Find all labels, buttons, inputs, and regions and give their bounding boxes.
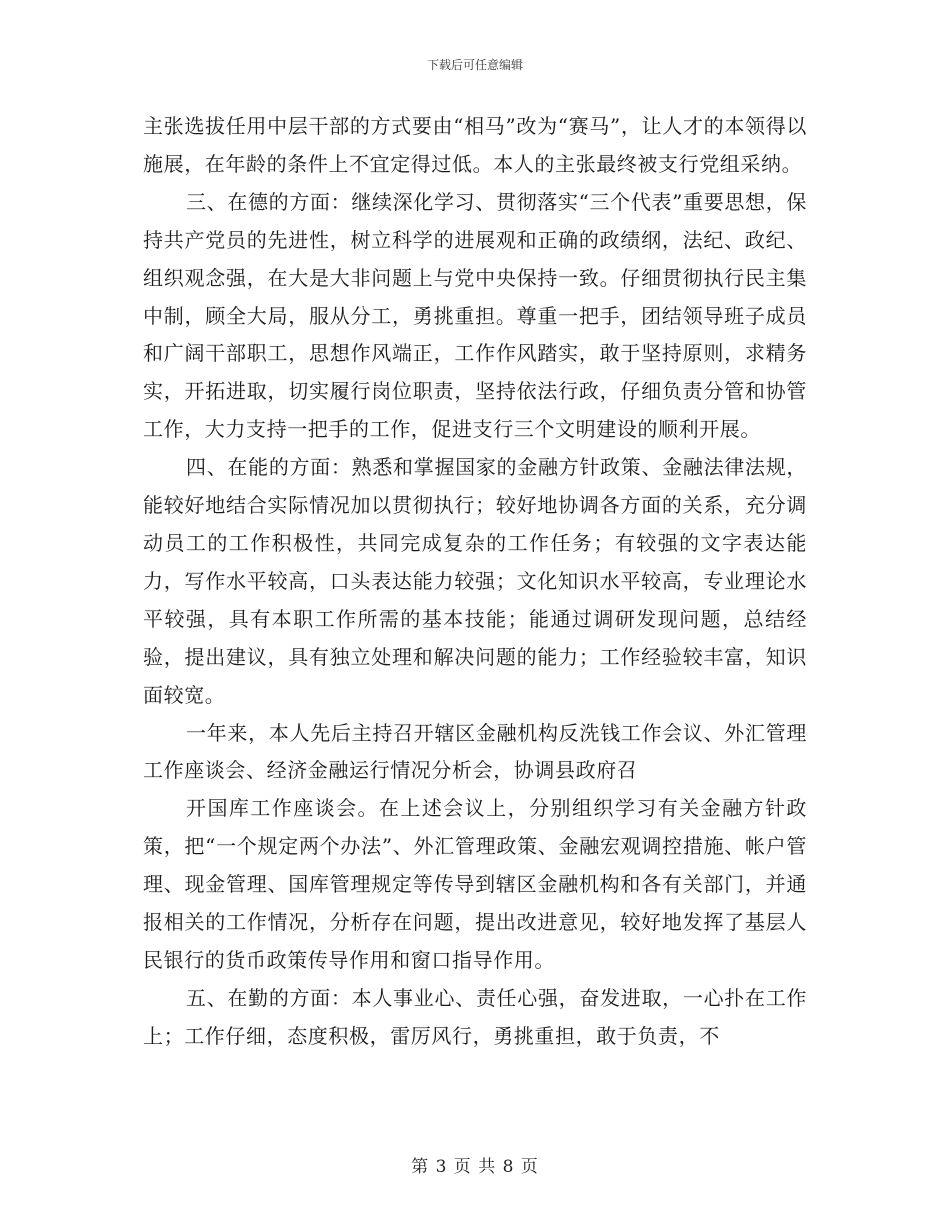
page-number-footer: 第 3 页 共 8 页 [411, 1157, 539, 1177]
paragraph-diligence: 五、在勤的方面：本人事业心、责任心强，奋发进取，一心扑在工作上；工作仔细，态度积极，雷厉风行，勇挑重担，敢于负责，不 [143, 985, 807, 1048]
paragraph-meetings: 一年来，本人先后主持召开辖区金融机构反洗钱工作会议、外汇管理工作座谈会、经济金融运行情况分析会，协调县政府召 [143, 720, 807, 783]
paragraph-continuation: 主张选拔任用中层干部的方式要由“相马”改为“赛马”，让人才的本领得以施展，在年龄的条件上不宜定得过低。本人的主张最终被支行党组采纳。 [143, 114, 807, 176]
page-header: 下载后可任意编辑 [426, 58, 523, 72]
paragraph-ability: 四、在能的方面：熟悉和掌握国家的金融方针政策、金融法律法规，能较好地结合实际情况加以贯彻执行；较好地协调各方面的关系，充分调动员工的工作积极性，共同完成复杂的工作任务；有较强的文字表达能力，写作水平较高，口头表达能力较强；文化知识水平较高，专业理论水平较强，具有本职工作所需的基本技能；能通过调研发现问题，总结经验，提出建议，具有独立处理和解决问题的能力；工作经验较丰富，知识面较宽。 [143, 455, 807, 707]
document-body [143, 108, 807, 1056]
paragraph-meetings-continued: 开国库工作座谈会。在上述会议上，分别组织学习有关金融方针政策，把“一个规定两个办法”、外汇管理政策、金融宏观调控措施、帐户管理、现金管理、国库管理规定等传导到辖区金融机构和各有关部门，并通报相关的工作情况，分析存在问题，提出改进意见，较好地发挥了基层人民银行的货币政策传导作用和窗口指导作用。 [143, 796, 807, 972]
paragraph-virtue: 三、在德的方面：继续深化学习、贯彻落实“三个代表”重要思想，保持共产党员的先进性，树立科学的进展观和正确的政绩纲，法纪、政纪、组织观念强，在大是大非问题上与党中央保持一致。仔细贯彻执行民主集中制，顾全大局，服从分工，勇挑重担。尊重一把手，团结领导班子成员和广阔干部职工，思想作风端正，工作作风踏实，敢于坚持原则，求精务实，开拓进取，切实履行岗位职责，坚持依法行政，仔细负责分管和协管工作，大力支持一把手的工作，促进支行三个文明建设的顺利开展。 [143, 189, 807, 442]
